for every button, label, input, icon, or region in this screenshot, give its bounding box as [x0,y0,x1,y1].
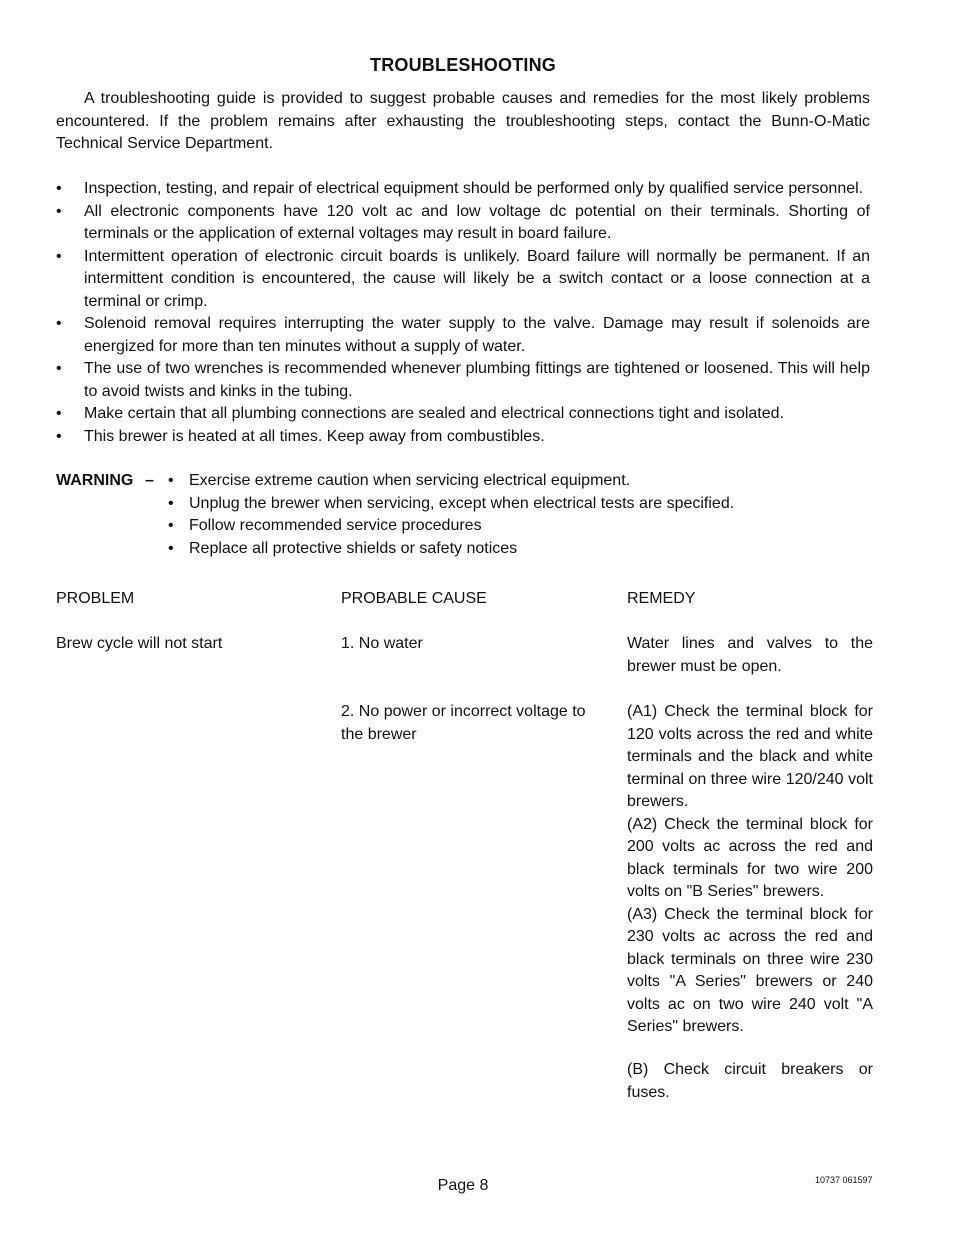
column-header-problem: PROBLEM [56,590,135,607]
warning-label: WARNING [56,472,134,489]
list-item: • Replace all protective shields or safety notices [168,538,868,561]
list-item: • Make certain that all plumbing connections are sealed and electrical connections tight and isolated. [56,403,870,426]
list-item: • Follow recommended service procedures [168,515,868,538]
problem-text: Brew cycle will not start [56,635,223,652]
list-item: • The use of two wrenches is recommended whenever plumbing fittings are tightened or loosened. This will help to avoid twists and kinks in the tubing. [56,358,870,403]
remedy-2 [627,701,873,1039]
cause-2: 2. No power or incorrect voltage to the brewer [341,703,586,743]
remedy-2-b: (B) Check circuit breakers or fuses. [627,1061,873,1101]
remedy-2-a3: (A3) Check the terminal block for 230 volts ac across the red and black terminals on three wire 230 volts "A Series" brewers or 240 volts ac on two wire 240 volt "A Series" brewers. [627,905,873,1035]
warning-dash: – [145,472,154,489]
list-item: • All electronic components have 120 volt ac and low voltage dc potential on their terminals. Shorting of terminals or the application of external voltages may result in board failure. [56,201,870,246]
intro-paragraph: A troubleshooting guide is provided to suggest probable causes and remedies for the most likely problems encountered. If the problem remains after exhausting the troubleshooting steps, contact the Bunn-O-Matic Technical Service Department. [56,90,870,152]
document-code: 10737 061597 [815,1175,873,1185]
list-item: • Intermittent operation of electronic circuit boards is unlikely. Board failure will normally be permanent. If an intermittent condition is encountered, the cause will likely be a switch contact or a loose connection at a terminal or crimp. [56,246,870,314]
remedy-2-a2: (A2) Check the terminal block for 200 volts ac across the red and black terminals for two wire 200 volts on "B Series" brewers. [627,815,873,900]
cause-1: 1. No water [341,635,423,652]
remedy-1: Water lines and valves to the brewer must be open. [627,635,873,675]
safety-bullet-list [56,178,870,448]
column-header-cause: PROBABLE CAUSE [341,590,487,607]
page-title: TROUBLESHOOTING [370,55,556,75]
list-item: • Exercise extreme caution when servicing electrical equipment. [168,470,868,493]
page-number: Page 8 [437,1177,489,1194]
remedy-2-a1: (A1) Check the terminal block for 120 volts across the red and white terminals and the black and white terminal on three wire 120/240 volt brewers. [627,703,873,810]
list-item: • This brewer is heated at all times. Keep away from combustibles. [56,426,870,449]
list-item: • Inspection, testing, and repair of electrical equipment should be performed only by qualified service personnel. [56,178,870,201]
warning-list [168,470,868,560]
list-item: • Solenoid removal requires interrupting the water supply to the valve. Damage may result if solenoids are energized for more than ten minutes without a supply of water. [56,313,870,358]
list-item: • Unplug the brewer when servicing, except when electrical tests are specified. [168,493,868,516]
column-header-remedy: REMEDY [627,590,696,607]
